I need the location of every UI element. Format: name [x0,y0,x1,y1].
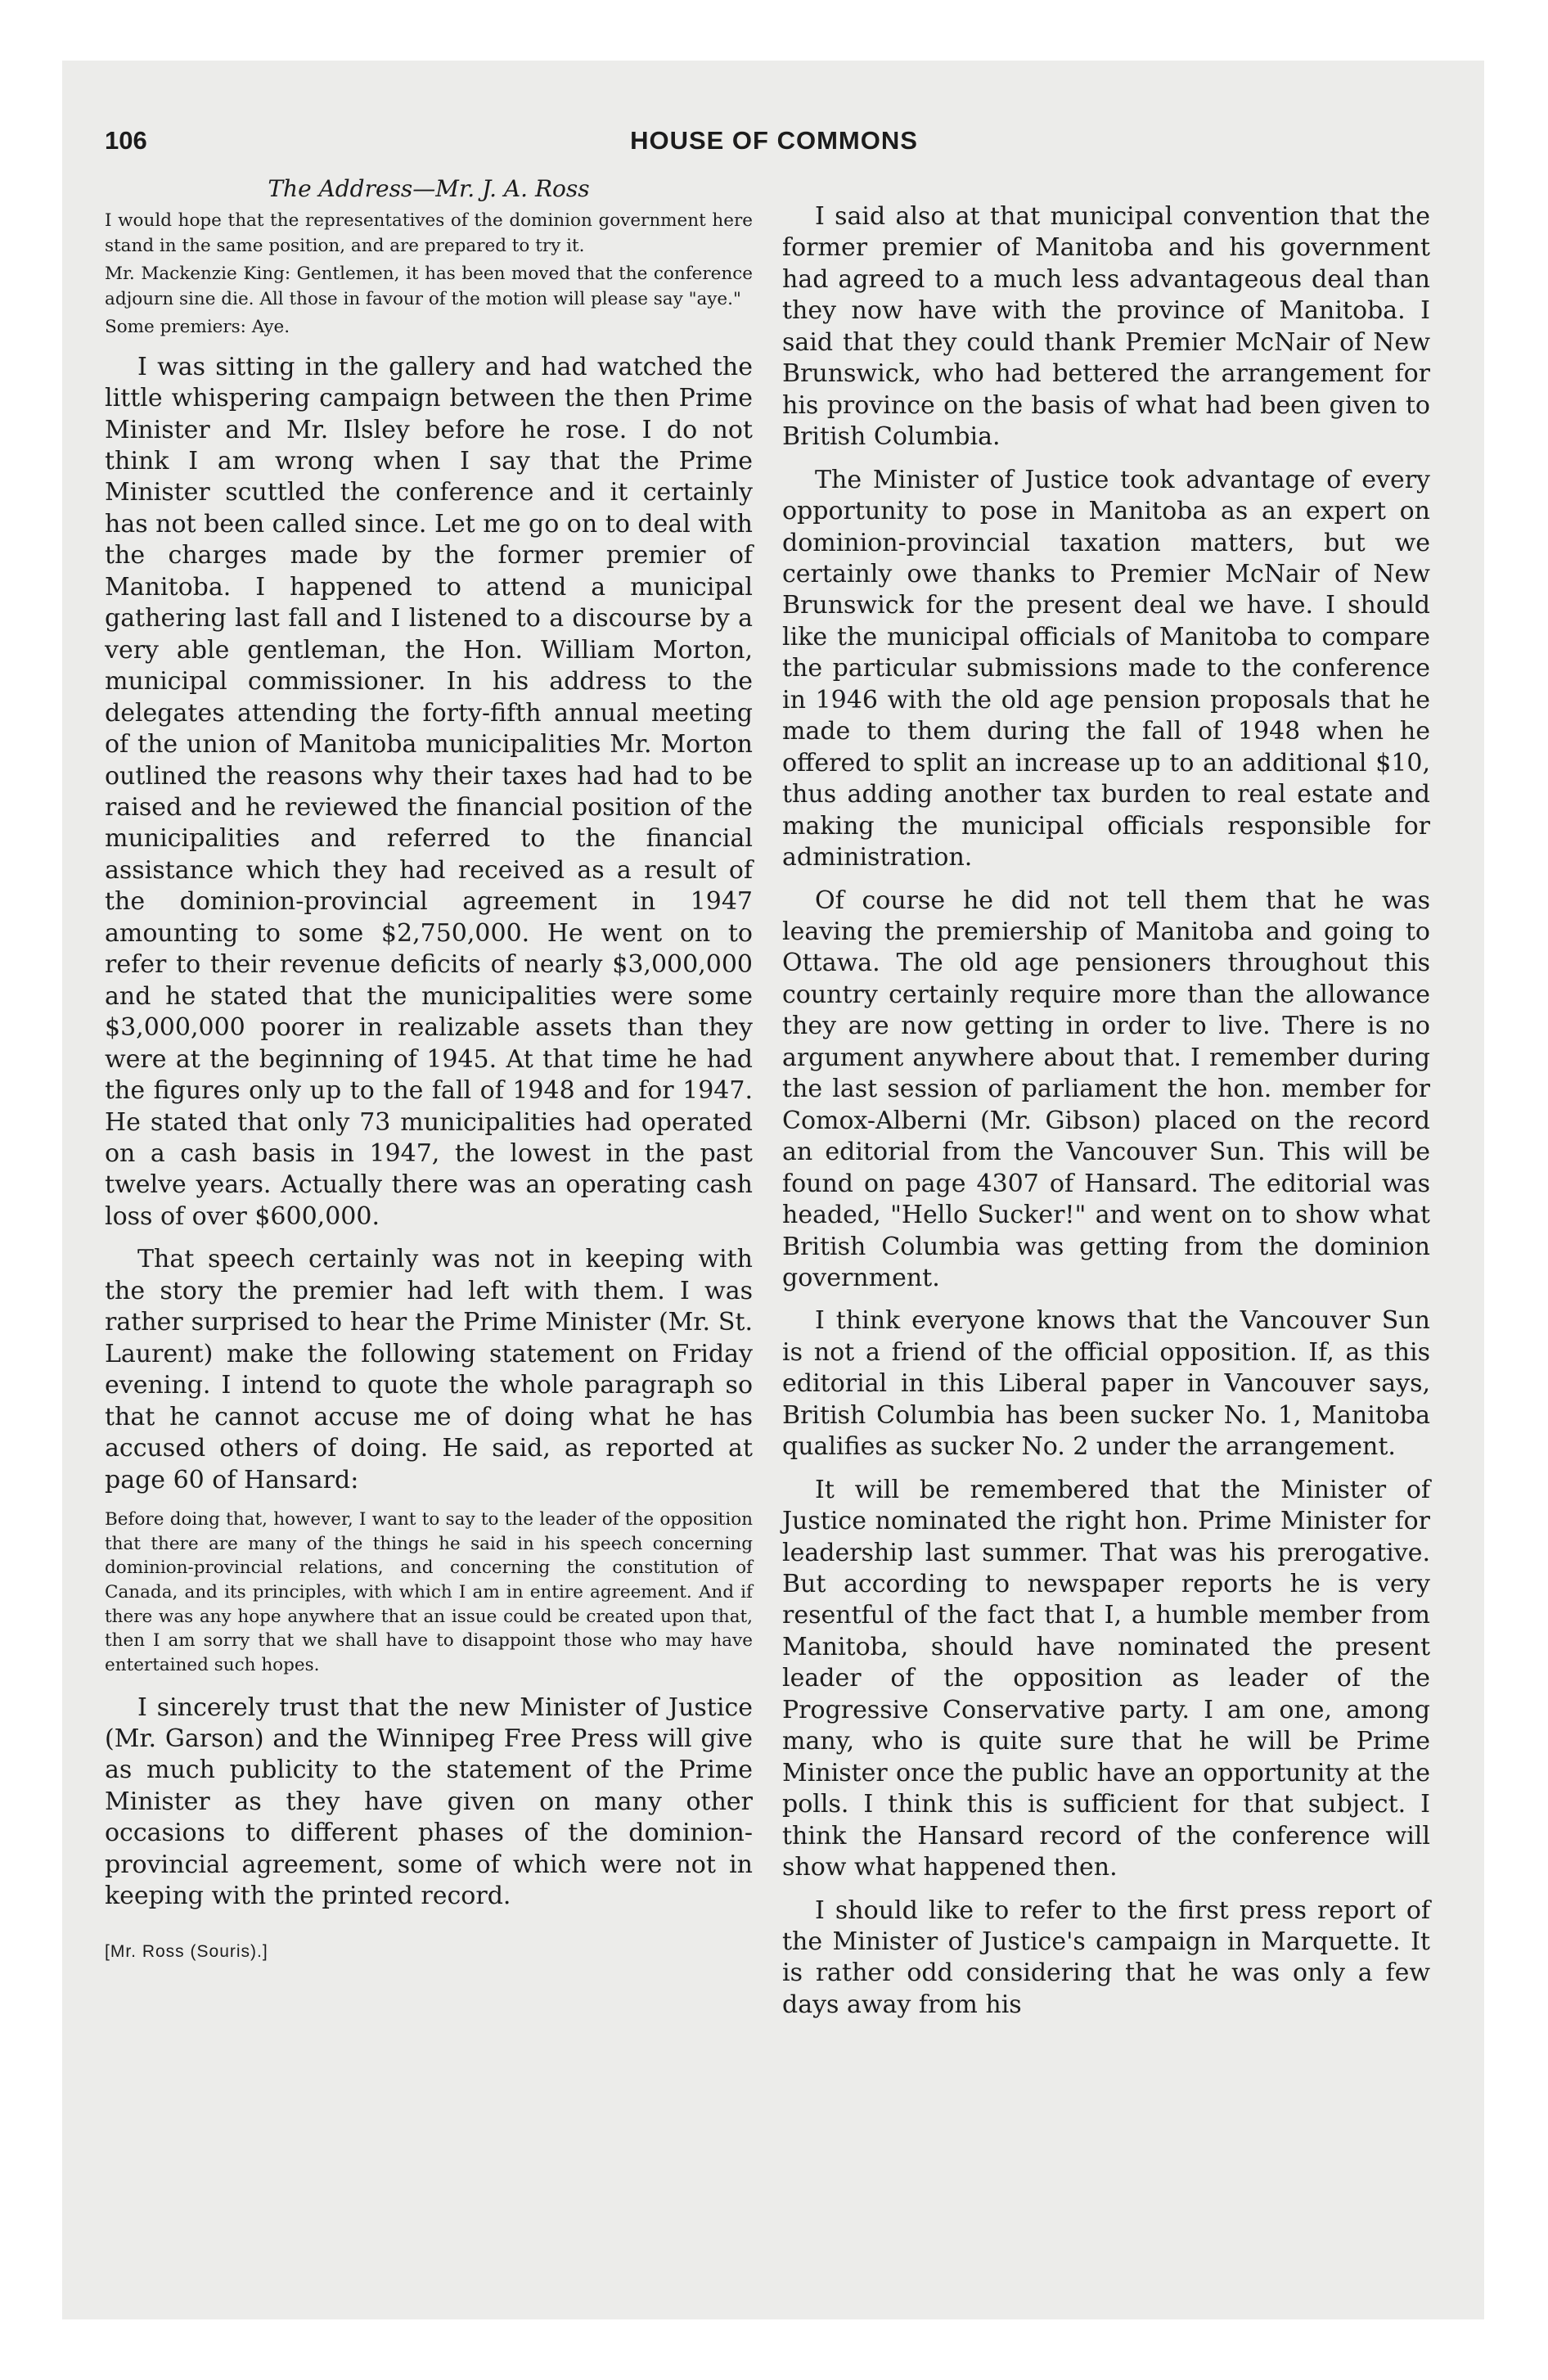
paragraph: Some premiers: Aye. [105,317,290,338]
paragraph: I sincerely trust that the new Minister of Justice (Mr. Garson) and the Winnipeg Free Press will give as much publicity to the statement of the Prime Minister as they have given on many other occasions to different phases of the dominion-provincial agreement, some of which were not in keeping with the printed record. [105,1693,753,1911]
paragraph: Mr. Mackenzie King: Gentlemen, it has been moved that the conference adjourn sine die. All those in favour of the motion will please say "aye." [105,264,753,310]
paragraph: Of course he did not tell them that he was leaving the premiership of Manitoba and going to Ottawa. The old age pensioners throughout this country certainly require more than the allowance they are now getting in order to live. There is no argument anywhere about that. I remember during the last session of parliament the hon. member for Comox-Alberni (Mr. Gibson) placed on the record an editorial from the Vancouver Sun. This will be found on page 4307 of Hansard. The editorial was headed, "Hello Sucker!" and went on to show what British Columbia was getting from the dominion government. [782,886,1430,1292]
paragraph: I was sitting in the gallery and had watched the little whispering campaign between the then Prime Minister and Mr. Ilsley before he rose. I do not think I am wrong when I say that the Prime Minister scuttled the conference and it certainly has not been called since. Let me go on to deal with the charges made by the former premier of Manitoba. I happened to attend a municipal gathering last fall and I listened to a discourse by a very able gentleman, the Hon. William Morton, municipal commissioner. In his address to the delegates attending the forty-fifth annual meeting of the union of Manitoba municipalities Mr. Morton outlined the reasons why their taxes had had to be raised and he reviewed the financial position of the municipalities and referred to the financial assistance which they had received as a result of the dominion-provincial agreement in 1947 amounting to some $2,750,000. He went on to refer to their revenue deficits of nearly $3,000,000 and he stated that the municipalities were some $3,000,000 poorer in realizable assets than they were at the beginning of 1945. At that time he had the figures only up to the fall of 1948 and for 1947. He stated that only 73 municipalities had operated on a cash basis in 1947, the lowest in the past twelve years. Actually there was an operating cash loss of over $600,000. [105,352,753,1231]
paragraph: It will be remembered that the Minister of Justice nominated the right hon. Prime Minister for leadership last summer. That was his prerogative. But according to newspaper reports he is very resentful of the fact that I, a humble member from Manitoba, should have nominated the present leader of the opposition as leader of the Progressive Conservative party. I am one, among many, who is quite sure that he will be Prime Minister once the public have an opportunity at the polls. I think this is sufficient for that subject. I think the Hansard record of the conference will show what happened then. [782,1475,1430,1882]
page-number: 106 [105,126,147,155]
paragraph: That speech certainly was not in keeping with the story the premier had left with them. I was rather surprised to hear the Prime Minister (Mr. St. Laurent) make the following statement on Friday evening. I intend to quote the whole paragraph so that he cannot accuse me of doing what he has accused others of doing. He said, as reported at page 60 of Hansard: [105,1245,753,1494]
right-column [782,201,1430,2021]
paragraph: I should like to refer to the first press report of the Minister of Justice's campaign in Marquette. It is rather odd considering that he was only a few days away from his [782,1895,1430,2019]
paragraph: I said also at that municipal convention that the former premier of Manitoba and his government had agreed to a much less advantageous deal than they now have with the province of Manitoba. I said that they could thank Premier McNair of New Brunswick, who had bettered the arrangement for his province on the basis of what had been given to British Columbia. [782,202,1430,452]
running-head: HOUSE OF COMMONS [630,126,918,155]
left-column [105,174,753,1962]
section-subhead: The Address—Mr. J. A. Ross [268,175,590,202]
paragraph: I would hope that the representatives of the dominion government here stand in the same position, and are prepared to try it. [105,210,753,256]
block-quote: Before doing that, however, I want to say to the leader of the opposition that there are many of the things he said in his speech concerning dominion-provincial relations, and concerning the constitution of Canada, and its principles, with which I am in entire agreement. And if there was any hope anywhere that an issue could be created upon that, then I am sorry that we shall have to disappoint those who may have entertained such hopes. [105,1508,753,1675]
speaker-attribution: [Mr. Ross (Souris).] [105,1941,268,1961]
paragraph: The Minister of Justice took advantage of every opportunity to pose in Manitoba as an expert on dominion-provincial taxation matters, but we certainly owe thanks to Premier McNair of New Brunswick for the present deal we have. I should like the municipal officials of Manitoba to compare the particular submissions made to the conference in 1946 with the old age pension proposals that he made to them during the fall of 1948 when he offered to split an increase up to an additional $10, thus adding another tax burden to real estate and making the municipal officials responsible for administration. [782,465,1430,872]
paragraph: I think everyone knows that the Vancouver Sun is not a friend of the official opposition. If, as this editorial in this Liberal paper in Vancouver says, British Columbia has been sucker No. 1, Manitoba qualifies as sucker No. 2 under the arrangement. [782,1306,1430,1462]
page-header [105,126,1443,167]
